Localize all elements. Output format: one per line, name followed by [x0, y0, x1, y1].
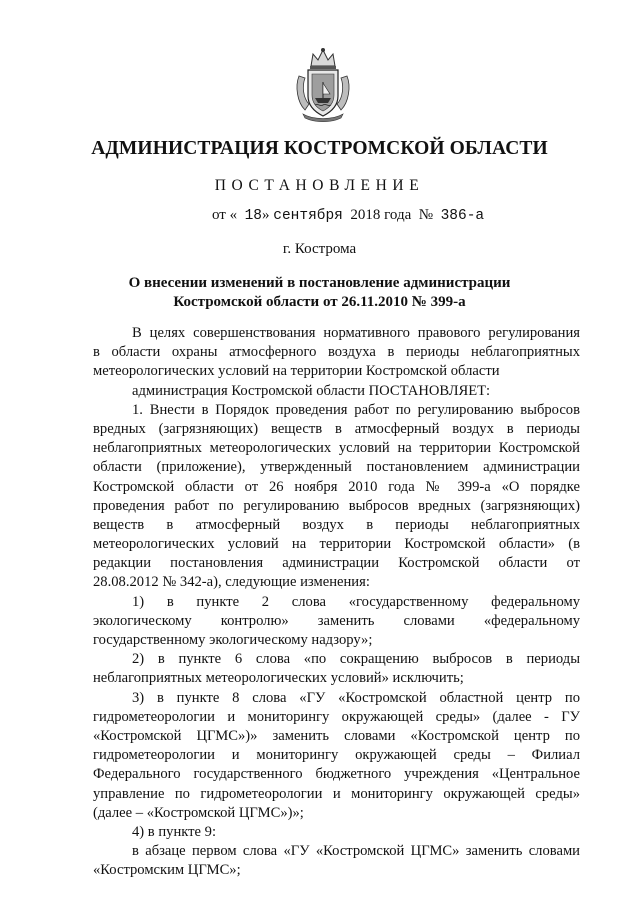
subject-line: Костромской области от 26.11.2010 № 399-а — [173, 294, 466, 310]
date-close-quote: » — [262, 207, 270, 223]
date-month: сентября — [273, 208, 343, 224]
decree-body — [93, 324, 580, 880]
body-text-line: В целях совершенствования нормативного правового регулирования — [132, 325, 580, 341]
body-text-line: метеорологических условий на территории Костромской области» (в — [93, 536, 580, 553]
body-text-line: гидрометеорологии и мониторингу окружающей среды – Филиал — [93, 747, 580, 764]
body-text-line: области (приложение), утвержденный постановлением администрации — [93, 459, 580, 476]
body-text-line: (далее – «Костромской ЦГМС»)»; — [93, 804, 304, 821]
body-text-line: веществ в атмосферный воздух в периоды неблагоприятных — [93, 516, 580, 533]
body-text-line: 1) в пункте 2 слова «государственному федеральному — [132, 593, 580, 610]
body-text-line: Костромской области от 26 ноября 2010 года № 399-а «О порядке — [93, 478, 580, 495]
date-day: 18 — [244, 208, 263, 224]
date-prefix: от « — [212, 207, 238, 223]
body-text-line: гидрометеорологии и мониторингу окружающей среды» (далее - ГУ — [93, 708, 580, 725]
body-text-line: 3) в пункте 8 слова «ГУ «Костромской областной центр по — [132, 689, 580, 706]
body-text-line: в абзаце первом слова «ГУ «Костромской ЦГМС» заменить словами — [132, 843, 580, 860]
body-text-line: неблагоприятных метеорологических условий на территории Костромской — [93, 440, 580, 457]
decree-subject — [0, 274, 639, 312]
body-text-line: управление по гидрометеорологии и мониторингу окружающей среды» — [93, 785, 580, 802]
number-sign: № — [418, 207, 434, 223]
body-text-line: администрация Костромской области ПОСТАНОВЛЯЕТ: — [132, 382, 491, 399]
decree-date-line — [212, 207, 572, 224]
body-text-line: неблагоприятных метеорологических условий» исключить; — [93, 670, 464, 687]
organization-title: АДМИНИСТРАЦИЯ КОСТРОМСКОЙ ОБЛАСТИ — [91, 138, 548, 159]
body-text-line: «Костромской ЦГМС»)» заменить словами «Костромской центр по — [93, 727, 580, 744]
body-text-line: 2) в пункте 6 слова «по сокращению выбросов в периоды — [132, 651, 580, 668]
body-text-line: в области охраны атмосферного воздуха в периоды неблагоприятных — [93, 344, 580, 361]
body-text-line: экологическому контролю» заменить словами «федеральному — [93, 612, 580, 629]
body-text-line: государственному экологическому надзору»; — [93, 632, 373, 648]
coat-of-arms-emblem — [293, 46, 353, 124]
decree-number: 386-а — [440, 208, 485, 224]
date-year: 2018 года — [350, 207, 412, 223]
body-text-line: редакции постановления администрации Костромской области от — [93, 555, 580, 572]
body-text-line: вредных (загрязняющих) веществ в атмосферный воздух в периоды — [93, 420, 580, 437]
body-text-line: метеорологических условий на территории Костромской области — [93, 363, 500, 380]
document-type-heading: ПОСТАНОВЛЕНИЕ — [214, 177, 425, 194]
city-line: г. Кострома — [282, 241, 357, 257]
subject-line: О внесении изменений в постановление администрации — [128, 275, 511, 291]
body-text-line: 4) в пункте 9: — [132, 823, 217, 840]
body-text-line: 1. Внести в Порядок проведения работ по регулированию выбросов — [132, 401, 580, 418]
body-text-line: 28.08.2012 № 342-а), следующие изменения: — [93, 574, 370, 591]
body-text-line: «Костромским ЦГМС»; — [93, 862, 241, 879]
body-text-line: проведения работ по регулированию выбросов вредных (загрязняющих) — [93, 497, 580, 514]
body-text-line: Федерального государственного бюджетного учреждения «Центральное — [93, 766, 580, 783]
